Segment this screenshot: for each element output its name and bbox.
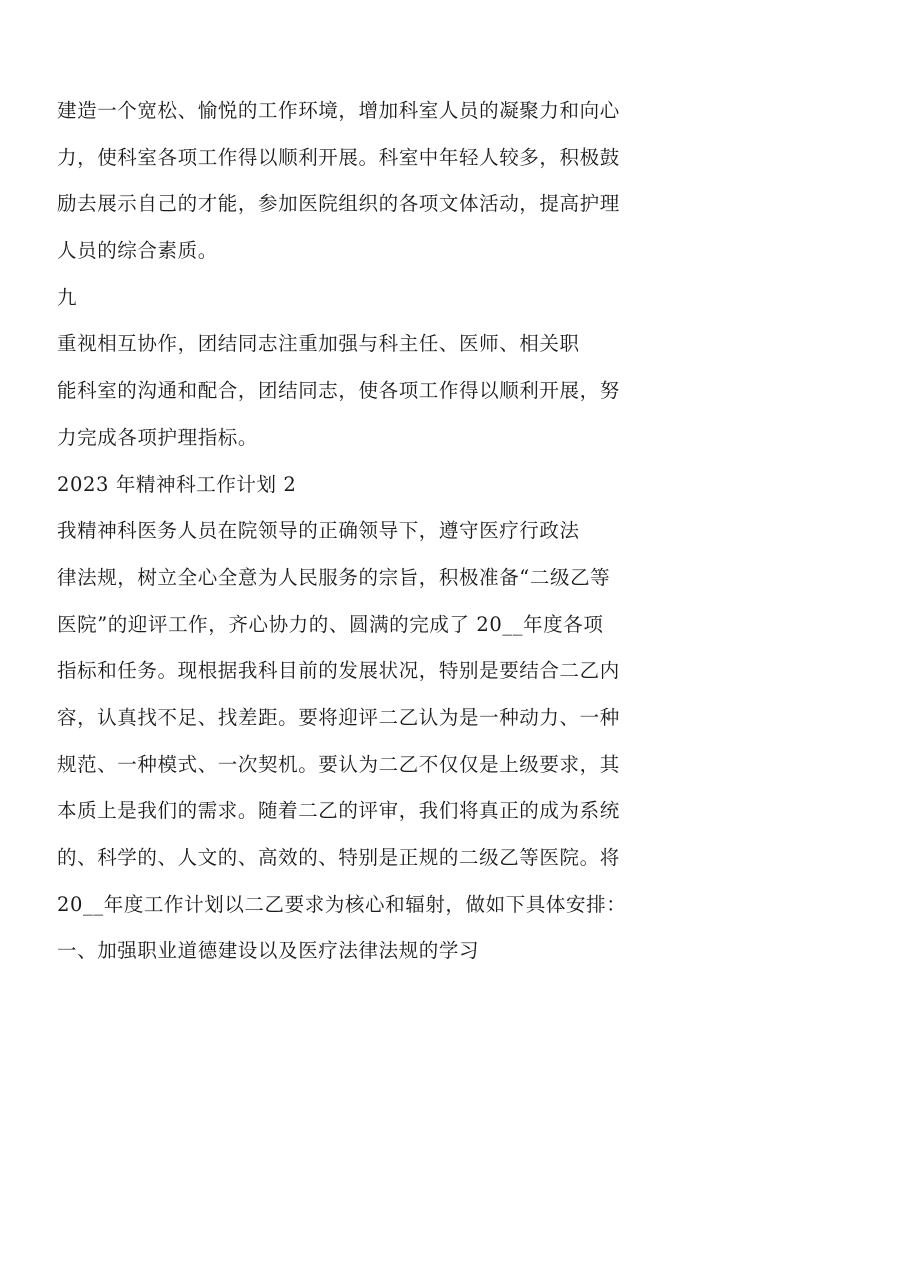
paragraph-line: 本质上是我们的需求。随着二乙的评审，我们将真正的成为系统: [57, 799, 620, 823]
paragraph-line: 医院”的迎评工作，齐心协力的、圆满的完成了 20__年度各项: [57, 612, 604, 636]
paragraph-line: 容，认真找不足、找差距。要将迎评二乙认为是一种动力、一种: [57, 705, 620, 729]
paragraph-line: 我精神科医务人员在院领导的正确领导下，遵守医疗行政法: [57, 519, 580, 543]
paragraph-line: 励去展示自己的才能，参加医院组织的各项文体活动，提高护理: [57, 192, 620, 216]
paragraph-line: 20__年度工作计划以二乙要求为核心和辐射，做如下具体安排：: [57, 892, 627, 916]
paragraph-line: 力完成各项护理指标。: [57, 425, 259, 449]
paragraph-line: 重视相互协作，团结同志注重加强与科主任、医师、相关职: [57, 332, 580, 356]
paragraph-line: 的、科学的、人文的、高效的、特别是正规的二级乙等医院。将: [57, 846, 620, 869]
subsection-heading: 一、加强职业道德建设以及医疗法律法规的学习: [57, 939, 480, 963]
paragraph-line: 建造一个宽松、愉悦的工作环境，增加科室人员的凝聚力和向心: [57, 99, 620, 122]
paragraph-line: 人员的综合素质。: [57, 239, 218, 263]
paragraph-line: 律法规，树立全心全意为人民服务的宗旨，积极准备“二级乙等: [57, 565, 611, 589]
paragraph-line: 规范、一种模式、一次契机。要认为二乙不仅仅是上级要求，其: [57, 752, 620, 776]
document-body: [57, 88, 677, 975]
section-number: 九: [57, 285, 78, 309]
section-heading: 2023 年精神科工作计划 2: [57, 472, 297, 496]
paragraph-line: 力，使科室各项工作得以顺利开展。科室中年轻人较多，积极鼓: [57, 145, 620, 169]
paragraph-line: 指标和任务。现根据我科目前的发展状况，特别是要结合二乙内: [57, 659, 620, 683]
paragraph-line: 能科室的沟通和配合，团结同志，使各项工作得以顺利开展，努: [57, 379, 620, 403]
